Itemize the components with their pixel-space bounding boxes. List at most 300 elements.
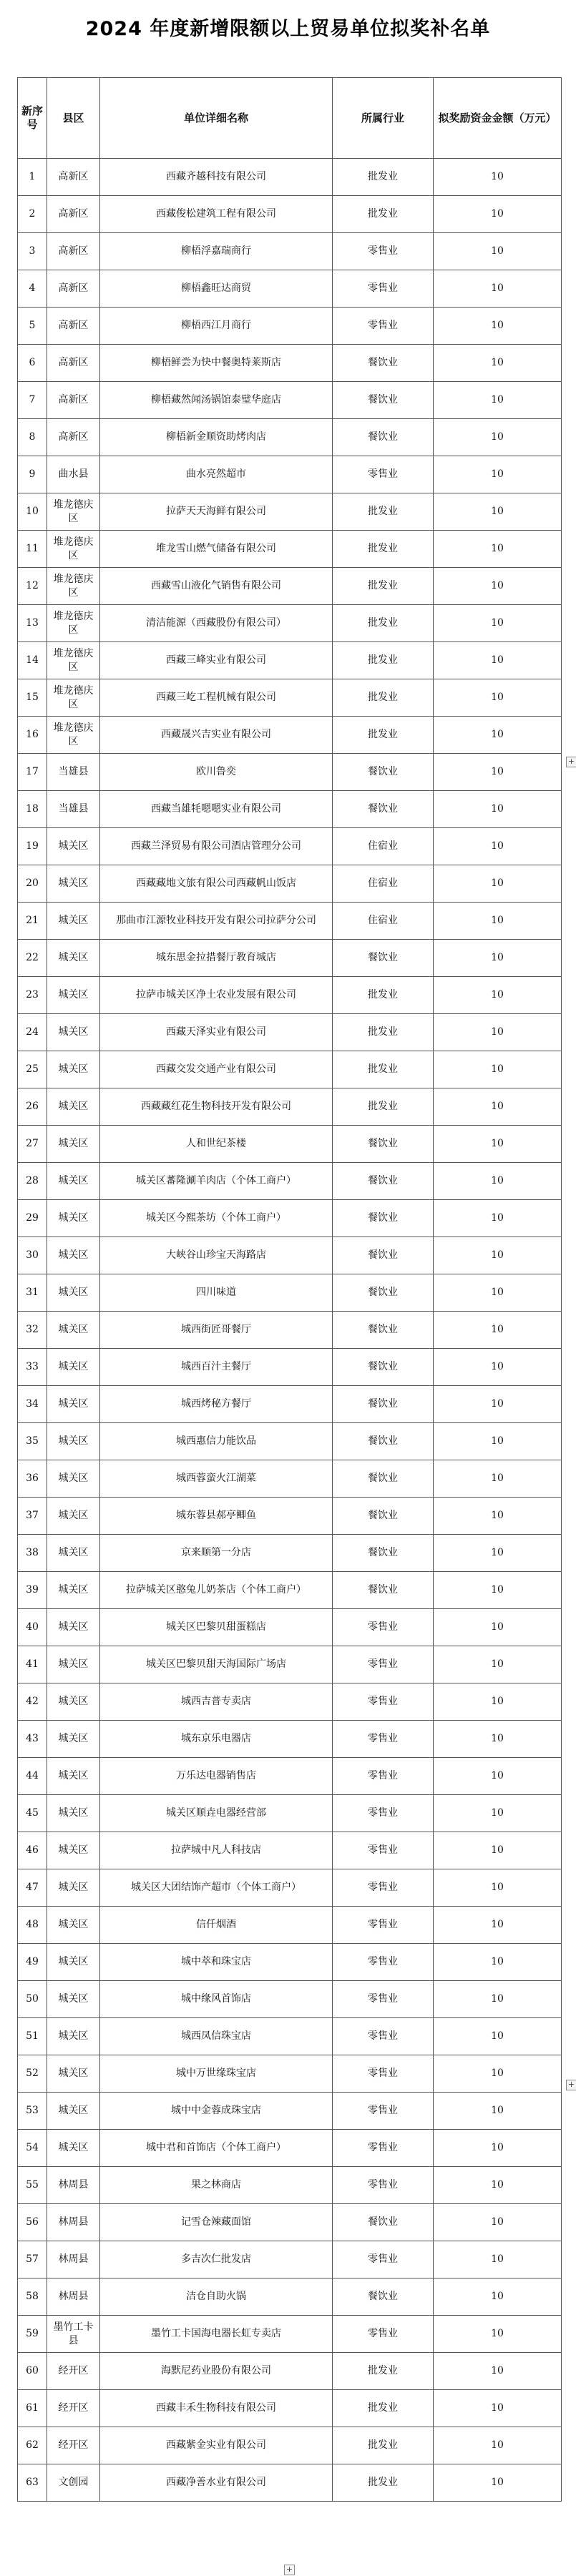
cell-serial: 49 [18,1944,47,1981]
cell-serial: 19 [18,828,47,865]
cell-district: 城关区 [47,1386,100,1423]
cell-industry: 批发业 [333,196,434,233]
table-row [18,2353,562,2390]
table-row [18,2018,562,2055]
cell-district: 当雄县 [47,791,100,828]
table-row [18,2093,562,2130]
cell-unit-name: 拉萨城中凡人科技店 [100,1832,333,1869]
cell-district: 堆龙德庆区 [47,642,100,679]
cell-award-amount: 10 [434,2353,562,2390]
cell-serial: 15 [18,679,47,717]
cell-industry: 餐饮业 [333,2204,434,2241]
cell-serial: 30 [18,1237,47,1274]
cell-unit-name: 京来顺第一分店 [100,1535,333,1572]
expand-row-button[interactable]: + [284,2565,295,2575]
cell-unit-name: 柳梧鑫旺达商贸 [100,270,333,308]
table-row [18,1386,562,1423]
cell-industry: 零售业 [333,1944,434,1981]
table-row [18,1646,562,1683]
cell-award-amount: 10 [434,1312,562,1349]
cell-unit-name: 西藏兰泽贸易有限公司酒店管理分公司 [100,828,333,865]
cell-unit-name: 洁仓自助火锅 [100,2278,333,2316]
cell-award-amount: 10 [434,419,562,456]
cell-award-amount: 10 [434,308,562,345]
cell-district: 堆龙德庆区 [47,605,100,642]
table-row [18,2204,562,2241]
cell-district: 城关区 [47,1423,100,1460]
cell-serial: 5 [18,308,47,345]
cell-unit-name: 墨竹工卡国海电器长虹专卖店 [100,2316,333,2353]
cell-award-amount: 10 [434,1981,562,2018]
cell-award-amount: 10 [434,1274,562,1312]
cell-unit-name: 城西惠信力能饮品 [100,1423,333,1460]
cell-serial: 38 [18,1535,47,1572]
table-row [18,1795,562,1832]
cell-district: 城关区 [47,2093,100,2130]
cell-award-amount: 10 [434,456,562,493]
cell-unit-name: 西藏紫金实业有限公司 [100,2427,333,2464]
cell-industry: 餐饮业 [333,1312,434,1349]
cell-industry: 零售业 [333,2167,434,2204]
cell-district: 城关区 [47,1758,100,1795]
cell-district: 城关区 [47,1163,100,1200]
cell-unit-name: 城西凤信珠宝店 [100,2018,333,2055]
cell-serial: 53 [18,2093,47,2130]
cell-award-amount: 10 [434,196,562,233]
cell-serial: 13 [18,605,47,642]
table-row [18,1498,562,1535]
cell-district: 城关区 [47,1088,100,1126]
cell-district: 城关区 [47,1721,100,1758]
table-row [18,1274,562,1312]
cell-unit-name: 西藏当雄牦嗯嗯实业有限公司 [100,791,333,828]
cell-industry: 餐饮业 [333,382,434,419]
cell-industry: 批发业 [333,977,434,1014]
cell-unit-name: 城中中金蓉成珠宝店 [100,2093,333,2130]
table-row [18,1460,562,1498]
cell-district: 城关区 [47,903,100,940]
cell-district: 城关区 [47,828,100,865]
cell-serial: 11 [18,531,47,568]
cell-serial: 21 [18,903,47,940]
cell-district: 城关区 [47,1349,100,1386]
cell-industry: 批发业 [333,717,434,754]
cell-unit-name: 拉萨市城关区净土农业发展有限公司 [100,977,333,1014]
table-row [18,1349,562,1386]
cell-district: 城关区 [47,1646,100,1683]
cell-district: 高新区 [47,308,100,345]
cell-industry: 批发业 [333,2464,434,2502]
cell-serial: 46 [18,1832,47,1869]
table-row [18,865,562,903]
cell-district: 城关区 [47,1944,100,1981]
cell-serial: 16 [18,717,47,754]
cell-industry: 批发业 [333,2427,434,2464]
cell-award-amount: 10 [434,568,562,605]
cell-award-amount: 10 [434,2316,562,2353]
cell-award-amount: 10 [434,2018,562,2055]
cell-unit-name: 那曲市江源牧业科技开发有限公司拉萨分公司 [100,903,333,940]
cell-industry: 批发业 [333,2353,434,2390]
cell-unit-name: 柳梧鲜尝为快中餐奥特莱斯店 [100,345,333,382]
cell-industry: 零售业 [333,2055,434,2093]
cell-unit-name: 柳梧浮嘉瑞商行 [100,233,333,270]
table-row [18,1163,562,1200]
cell-serial: 9 [18,456,47,493]
cell-industry: 零售业 [333,1907,434,1944]
cell-district: 林周县 [47,2278,100,2316]
cell-unit-name: 拉萨天天海鲜有限公司 [100,493,333,531]
table-row [18,1944,562,1981]
table-row [18,754,562,791]
cell-unit-name: 西藏藏红花生物科技开发有限公司 [100,1088,333,1126]
table-row [18,717,562,754]
cell-serial: 17 [18,754,47,791]
cell-industry: 餐饮业 [333,419,434,456]
expand-column-button-lower[interactable]: + [566,2080,576,2090]
cell-serial: 37 [18,1498,47,1535]
cell-industry: 零售业 [333,1869,434,1907]
cell-industry: 餐饮业 [333,1349,434,1386]
cell-industry: 餐饮业 [333,2278,434,2316]
cell-award-amount: 10 [434,717,562,754]
cell-industry: 批发业 [333,159,434,196]
cell-industry: 住宿业 [333,865,434,903]
cell-industry: 批发业 [333,568,434,605]
cell-unit-name: 人和世纪茶楼 [100,1126,333,1163]
cell-award-amount: 10 [434,1572,562,1609]
cell-industry: 餐饮业 [333,940,434,977]
cell-award-amount: 10 [434,679,562,717]
cell-unit-name: 西藏俊松建筑工程有限公司 [100,196,333,233]
cell-serial: 43 [18,1721,47,1758]
cell-serial: 6 [18,345,47,382]
cell-district: 城关区 [47,2130,100,2167]
cell-district: 城关区 [47,1535,100,1572]
cell-serial: 22 [18,940,47,977]
cell-district: 经开区 [47,2390,100,2427]
cell-district: 城关区 [47,1795,100,1832]
cell-unit-name: 西藏三峰实业有限公司 [100,642,333,679]
table-row [18,1423,562,1460]
cell-award-amount: 10 [434,828,562,865]
cell-serial: 33 [18,1349,47,1386]
table-row [18,345,562,382]
cell-district: 高新区 [47,196,100,233]
cell-unit-name: 城关区巴黎贝甜蛋糕店 [100,1609,333,1646]
cell-award-amount: 10 [434,1163,562,1200]
cell-serial: 57 [18,2241,47,2278]
table-row [18,1981,562,2018]
cell-industry: 零售业 [333,456,434,493]
table-row [18,2427,562,2464]
cell-award-amount: 10 [434,2390,562,2427]
cell-industry: 零售业 [333,1758,434,1795]
cell-unit-name: 城关区大团结饰产超市（个体工商户） [100,1869,333,1907]
cell-award-amount: 10 [434,1498,562,1535]
table-row [18,1088,562,1126]
header-row [18,78,562,159]
cell-award-amount: 10 [434,1237,562,1274]
cell-unit-name: 西藏净善水业有限公司 [100,2464,333,2502]
cell-industry: 住宿业 [333,828,434,865]
cell-serial: 18 [18,791,47,828]
header-industry: 所属行业 [333,78,434,159]
expand-column-button[interactable]: + [566,757,576,767]
cell-industry: 餐饮业 [333,1386,434,1423]
cell-award-amount: 10 [434,791,562,828]
cell-award-amount: 10 [434,605,562,642]
table-row [18,791,562,828]
cell-district: 经开区 [47,2427,100,2464]
cell-industry: 零售业 [333,2093,434,2130]
cell-unit-name: 柳梧西江月商行 [100,308,333,345]
cell-award-amount: 10 [434,642,562,679]
cell-serial: 60 [18,2353,47,2390]
cell-award-amount: 10 [434,1349,562,1386]
cell-award-amount: 10 [434,865,562,903]
cell-serial: 34 [18,1386,47,1423]
cell-unit-name: 大峡谷山珍宝天海路店 [100,1237,333,1274]
cell-unit-name: 万乐达电器销售店 [100,1758,333,1795]
cell-award-amount: 10 [434,1869,562,1907]
cell-award-amount: 10 [434,1683,562,1721]
table-row [18,159,562,196]
cell-industry: 批发业 [333,1014,434,1051]
cell-industry: 餐饮业 [333,754,434,791]
cell-district: 城关区 [47,865,100,903]
cell-unit-name: 西藏齐越科技有限公司 [100,159,333,196]
cell-unit-name: 城中万世缘珠宝店 [100,2055,333,2093]
cell-district: 城关区 [47,1498,100,1535]
cell-industry: 住宿业 [333,903,434,940]
cell-industry: 批发业 [333,493,434,531]
cell-serial: 54 [18,2130,47,2167]
table-row [18,1572,562,1609]
table-row [18,1126,562,1163]
cell-unit-name: 西藏交发交通产业有限公司 [100,1051,333,1088]
cell-district: 城关区 [47,2018,100,2055]
table-row [18,1869,562,1907]
cell-unit-name: 西藏三屹工程机械有限公司 [100,679,333,717]
cell-district: 曲水县 [47,456,100,493]
table-row [18,1721,562,1758]
table-row [18,2241,562,2278]
cell-district: 高新区 [47,345,100,382]
cell-award-amount: 10 [434,1460,562,1498]
award-table [17,77,562,2502]
cell-district: 城关区 [47,1869,100,1907]
cell-award-amount: 10 [434,1386,562,1423]
cell-industry: 批发业 [333,2390,434,2427]
cell-serial: 7 [18,382,47,419]
cell-unit-name: 城中缘风首饰店 [100,1981,333,2018]
cell-serial: 41 [18,1646,47,1683]
cell-serial: 39 [18,1572,47,1609]
cell-award-amount: 10 [434,1200,562,1237]
cell-award-amount: 10 [434,270,562,308]
cell-award-amount: 10 [434,1907,562,1944]
cell-district: 高新区 [47,233,100,270]
table-row [18,903,562,940]
cell-district: 城关区 [47,977,100,1014]
table-row [18,419,562,456]
cell-district: 墨竹工卡县 [47,2316,100,2353]
cell-district: 城关区 [47,1051,100,1088]
cell-industry: 批发业 [333,605,434,642]
cell-district: 城关区 [47,1312,100,1349]
cell-serial: 35 [18,1423,47,1460]
cell-district: 高新区 [47,419,100,456]
cell-industry: 餐饮业 [333,1200,434,1237]
cell-unit-name: 信仟烟酒 [100,1907,333,1944]
cell-unit-name: 西藏藏地文旅有限公司西藏帆山饭店 [100,865,333,903]
header-district: 县区 [47,78,100,159]
cell-industry: 零售业 [333,308,434,345]
cell-serial: 28 [18,1163,47,1200]
cell-district: 城关区 [47,1683,100,1721]
cell-industry: 餐饮业 [333,345,434,382]
cell-award-amount: 10 [434,903,562,940]
cell-serial: 40 [18,1609,47,1646]
table-row [18,270,562,308]
cell-district: 城关区 [47,1609,100,1646]
table-row [18,1051,562,1088]
document-title: 2024 年度新增限额以上贸易单位拟奖补名单 [85,18,491,40]
cell-serial: 36 [18,1460,47,1498]
cell-unit-name: 城东蓉县郝亭鲫鱼 [100,1498,333,1535]
cell-industry: 餐饮业 [333,1126,434,1163]
cell-award-amount: 10 [434,1088,562,1126]
cell-industry: 零售业 [333,1646,434,1683]
table-row [18,1683,562,1721]
cell-award-amount: 10 [434,1609,562,1646]
table-row [18,2316,562,2353]
cell-award-amount: 10 [434,233,562,270]
cell-district: 林周县 [47,2167,100,2204]
cell-serial: 3 [18,233,47,270]
cell-district: 城关区 [47,2055,100,2093]
cell-unit-name: 欧川鲁奕 [100,754,333,791]
cell-industry: 零售业 [333,233,434,270]
cell-unit-name: 城关区蕃隆涮羊肉店（个体工商户） [100,1163,333,1200]
cell-unit-name: 城中萃和珠宝店 [100,1944,333,1981]
table-row [18,1237,562,1274]
cell-district: 当雄县 [47,754,100,791]
cell-serial: 12 [18,568,47,605]
cell-unit-name: 拉萨城关区憨兔儿奶茶店（个体工商户） [100,1572,333,1609]
cell-award-amount: 10 [434,2204,562,2241]
cell-district: 城关区 [47,1200,100,1237]
cell-industry: 零售业 [333,2241,434,2278]
cell-award-amount: 10 [434,2055,562,2093]
cell-industry: 零售业 [333,1683,434,1721]
table-row [18,828,562,865]
cell-serial: 26 [18,1088,47,1126]
cell-industry: 餐饮业 [333,1423,434,1460]
cell-serial: 2 [18,196,47,233]
cell-serial: 45 [18,1795,47,1832]
cell-award-amount: 10 [434,1423,562,1460]
cell-district: 堆龙德庆区 [47,717,100,754]
cell-unit-name: 西藏晟兴吉实业有限公司 [100,717,333,754]
cell-unit-name: 柳梧新金顺资助烤肉店 [100,419,333,456]
cell-serial: 31 [18,1274,47,1312]
table-row [18,308,562,345]
cell-district: 城关区 [47,1126,100,1163]
cell-unit-name: 城西烤秘方餐厅 [100,1386,333,1423]
table-row [18,2167,562,2204]
cell-serial: 61 [18,2390,47,2427]
cell-industry: 批发业 [333,531,434,568]
cell-district: 堆龙德庆区 [47,531,100,568]
cell-unit-name: 城关区顺垚电器经营部 [100,1795,333,1832]
table-row [18,382,562,419]
cell-industry: 餐饮业 [333,1460,434,1498]
cell-district: 经开区 [47,2353,100,2390]
cell-unit-name: 城关区今熙茶坊（个体工商户） [100,1200,333,1237]
table-row [18,1014,562,1051]
cell-district: 城关区 [47,1907,100,1944]
cell-industry: 零售业 [333,2316,434,2353]
table-row [18,605,562,642]
cell-award-amount: 10 [434,159,562,196]
cell-serial: 51 [18,2018,47,2055]
cell-award-amount: 10 [434,1758,562,1795]
cell-district: 城关区 [47,1274,100,1312]
cell-serial: 63 [18,2464,47,2502]
table-row [18,977,562,1014]
cell-unit-name: 清洁能源（西藏股份有限公司） [100,605,333,642]
cell-industry: 零售业 [333,1981,434,2018]
cell-industry: 零售业 [333,2130,434,2167]
cell-award-amount: 10 [434,754,562,791]
cell-district: 林周县 [47,2241,100,2278]
cell-unit-name: 城西吉普专卖店 [100,1683,333,1721]
cell-serial: 55 [18,2167,47,2204]
table-row [18,233,562,270]
table-row [18,456,562,493]
cell-serial: 47 [18,1869,47,1907]
cell-unit-name: 城西百汁主餐厅 [100,1349,333,1386]
cell-industry: 零售业 [333,1609,434,1646]
cell-district: 高新区 [47,270,100,308]
cell-award-amount: 10 [434,382,562,419]
table-row [18,1609,562,1646]
cell-industry: 批发业 [333,1051,434,1088]
cell-unit-name: 城西街匠哥餐厅 [100,1312,333,1349]
table-row [18,568,562,605]
cell-unit-name: 城关区巴黎贝甜天海国际广场店 [100,1646,333,1683]
cell-award-amount: 10 [434,1795,562,1832]
cell-serial: 48 [18,1907,47,1944]
table-row [18,493,562,531]
cell-unit-name: 西藏天泽实业有限公司 [100,1014,333,1051]
cell-unit-name: 西藏雪山液化气销售有限公司 [100,568,333,605]
cell-industry: 批发业 [333,679,434,717]
cell-award-amount: 10 [434,2241,562,2278]
cell-district: 城关区 [47,940,100,977]
cell-district: 城关区 [47,1014,100,1051]
table-row [18,2278,562,2316]
cell-industry: 零售业 [333,1721,434,1758]
cell-unit-name: 堆龙雪山燃气储备有限公司 [100,531,333,568]
cell-serial: 52 [18,2055,47,2093]
cell-serial: 29 [18,1200,47,1237]
cell-industry: 餐饮业 [333,1498,434,1535]
cell-serial: 27 [18,1126,47,1163]
cell-award-amount: 10 [434,1646,562,1683]
